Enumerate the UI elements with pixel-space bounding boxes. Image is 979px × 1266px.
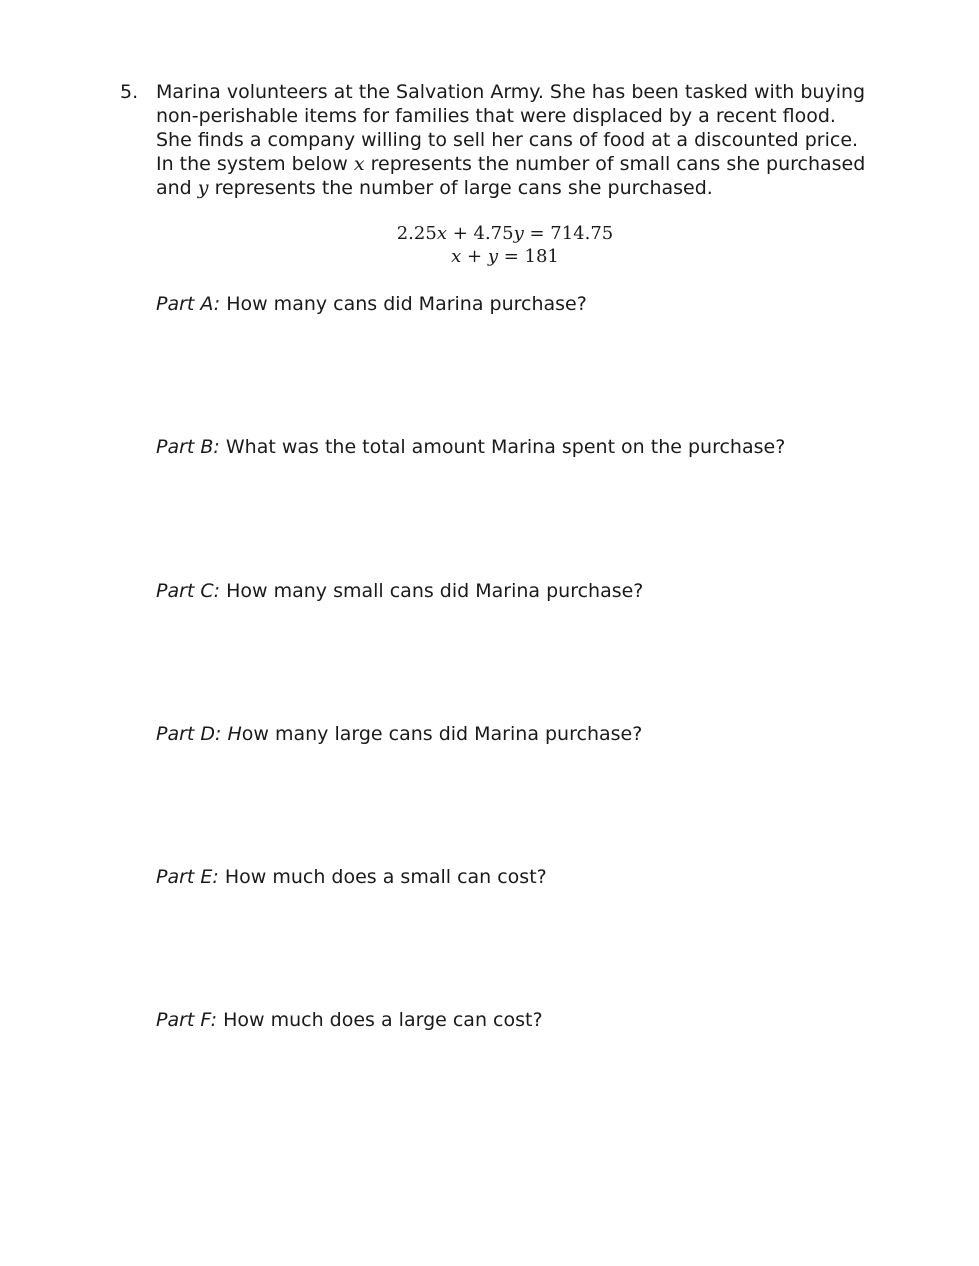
part-f [156,1008,543,1032]
part-a [156,292,587,316]
problem-line-4-text-a: In the system below [156,153,354,175]
problem-number: 5. [120,81,139,103]
problem-line-4 [156,152,896,176]
part-d-label: Part D: H [156,723,242,745]
part-b [156,435,785,459]
eq1-plus: + [446,223,474,244]
part-c [156,579,643,603]
problem-line-5-text-a: and [156,177,198,199]
equation-1 [360,222,650,245]
part-a-question: How many cans did Marina purchase? [220,293,587,315]
part-d-question: ow many large cans did Marina purchase? [241,723,643,745]
part-c-question: How many small cans did Marina purchase? [220,580,644,602]
eq2-rhs: 181 [524,246,559,267]
part-c-label: Part C: [156,580,221,602]
part-e-question: How much does a small can cost? [218,866,547,888]
part-e [156,865,547,889]
part-f-label: Part F: [156,1009,218,1031]
problem-line-5-text-b: represents the number of large cans she purchased. [208,177,713,199]
eq1-rhs: 714.75 [550,223,614,244]
problem-line-3: She finds a company willing to sell her cans of food at a discounted price. [156,129,859,151]
part-e-label: Part E: [156,866,219,888]
equation-2 [360,245,650,268]
problem-line-2: non-perishable items for families that were displaced by a recent flood. [156,105,836,127]
eq1-var-x: x [436,223,447,244]
variable-x: x [353,153,365,175]
part-f-question: How much does a large can cost? [217,1009,543,1031]
eq1-equals: = [523,223,551,244]
part-a-label: Part A: [156,293,221,315]
problem-line-5 [156,176,896,200]
part-b-label: Part B: [156,436,220,458]
eq2-plus: + [461,246,488,267]
part-d [156,722,642,746]
eq2-var-y: y [487,246,498,267]
problem-line-4-text-b: represents the number of small cans she purchased [364,153,866,175]
part-b-question: What was the total amount Marina spent on the purchase? [219,436,786,458]
eq2-equals: = [497,246,525,267]
eq2-var-x: x [451,246,462,267]
eq1-var-y: y [513,223,524,244]
problem-line-1: Marina volunteers at the Salvation Army. She has been tasked with buying [156,81,866,103]
problem-statement [156,80,896,200]
eq1-coef-b: 4.75 [473,223,514,244]
equation-system [360,222,650,268]
variable-y: y [197,177,209,199]
eq1-coef-a: 2.25 [396,223,437,244]
